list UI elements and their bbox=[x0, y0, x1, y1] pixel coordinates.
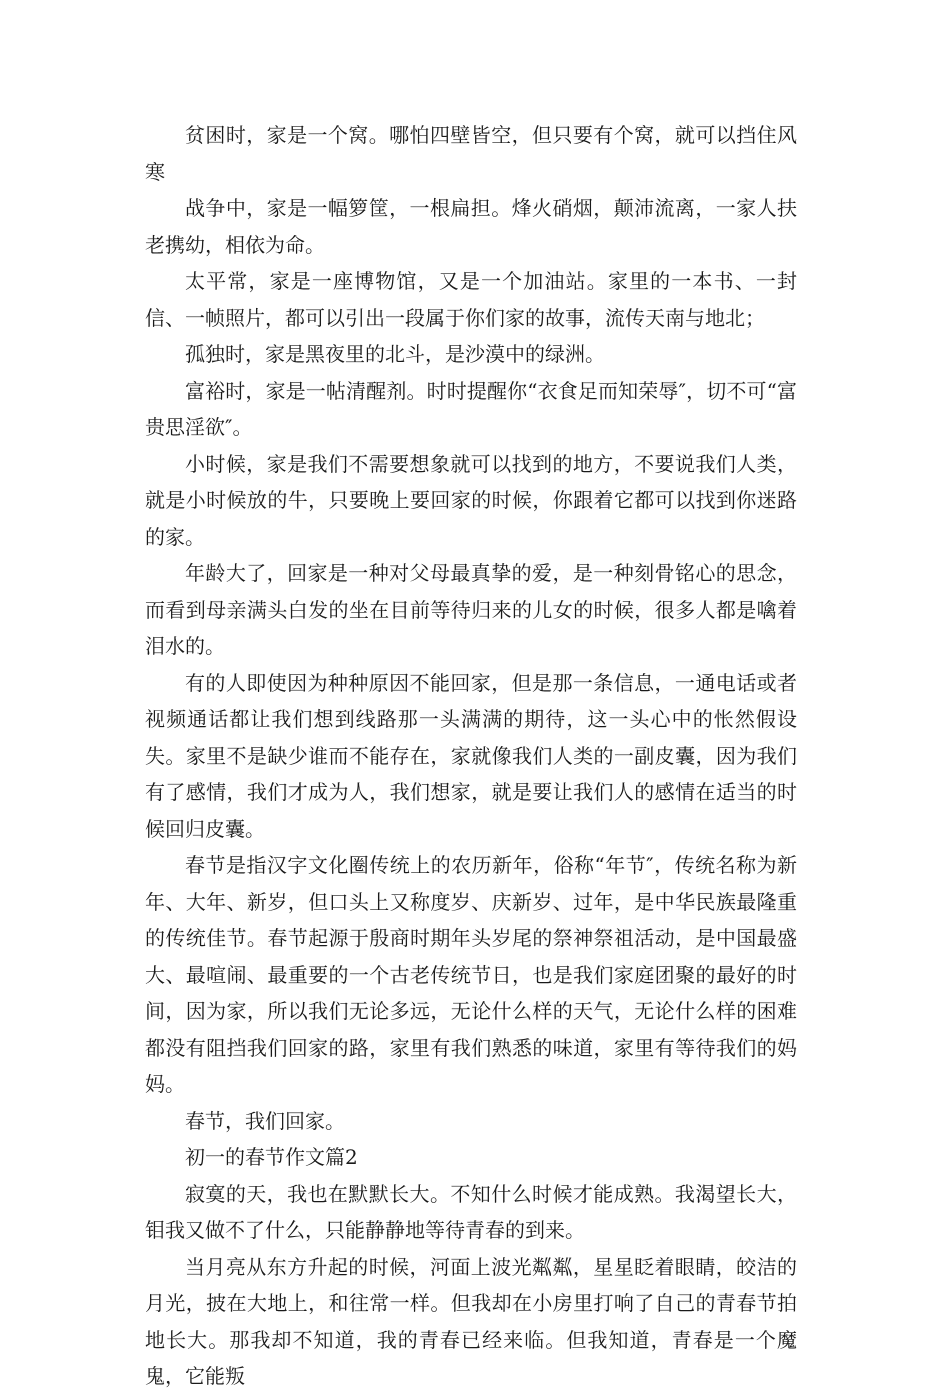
document-body bbox=[145, 117, 797, 1395]
paragraph-longing: 有的人即使因为种种原因不能回家，但是那一条信息，一通电话或者视频通话都让我们想到线路那一头满满的期待，这一头心中的怅然假设失。家里不是缺少谁而不能存在，家就像我们人类的一副皮囊，因为我们有了感情，我们才成为人，我们想家，就是要让我们人的感情在适当的时候回归皮囊。 bbox=[145, 670, 797, 841]
paragraph-spring-festival: 春节是指汉字文化圈传统上的农历新年，俗称“年节″，传统名称为新年、大年、新岁，但口头上又称度岁、庆新岁、过年，是中华民族最隆重的传统佳节。春节起源于殷商时期年头岁尾的祭神祭祖活动，是中国最盛大、最喧闹、最重要的一个古老传统节日，也是我们家庭团聚的最好的时间，因为家，所以我们无论多远，无论什么样的天气，无论什么样的困难都没有阻挡我们回家的路，家里有我们熟悉的味道，家里有等待我们的妈妈。 bbox=[145, 853, 797, 1096]
paragraph-moonrise: 当月亮从东方升起的时候，河面上波光粼粼，星星眨着眼睛，皎洁的月光，披在大地上，和往常一样。但我却在小房里打响了自己的青春节拍地长大。那我却不知道，我的青春已经来临。但我知道，青春是一个魔鬼，它能叛 bbox=[145, 1254, 797, 1388]
paragraph-poverty: 贫困时，家是一个窝。哪怕四壁皆空，但只要有个窝，就可以挡住风寒 bbox=[145, 123, 797, 184]
paragraph-going-home: 春节，我们回家。 bbox=[185, 1108, 345, 1133]
paragraph-lonely-sky: 寂寞的天，我也在默默长大。不知什么时候才能成熟。我渴望长大，钼我又做不了什么，只能静静地等待青春的到来。 bbox=[145, 1181, 797, 1242]
paragraph-aging: 年龄大了，回家是一种对父母最真挚的爱，是一种刻骨铭心的思念，而看到母亲满头白发的坐在目前等待归来的儿女的时候，很多人都是噙着泪水的。 bbox=[145, 561, 797, 658]
paragraph-childhood: 小时候，家是我们不需要想象就可以找到的地方，不要说我们人类，就是小时候放的牛，只要晚上要回家的时候，你跟着它都可以找到你迷路的家。 bbox=[145, 451, 797, 549]
paragraph-loneliness: 孤独时，家是黑夜里的北斗，是沙漠中的绿洲。 bbox=[185, 342, 605, 366]
paragraph-war: 战争中，家是一幅箩筐，一根扁担。烽火硝烟，颠沛流离，一家人扶老携幼，相依为命。 bbox=[145, 196, 797, 257]
paragraph-wealth: 富裕时，家是一帖清醒剂。时时提醒你“衣食足而知荣辱″，切不可“富贵思淫欲″。 bbox=[145, 378, 797, 439]
paragraph-peace: 太平常，家是一座博物馆，又是一个加油站。家里的一本书、一封信、一帧照片，都可以引出一段属于你们家的故事，流传天南与地北； bbox=[145, 269, 797, 330]
essay-heading: 初一的春节作文篇2 bbox=[185, 1145, 358, 1169]
